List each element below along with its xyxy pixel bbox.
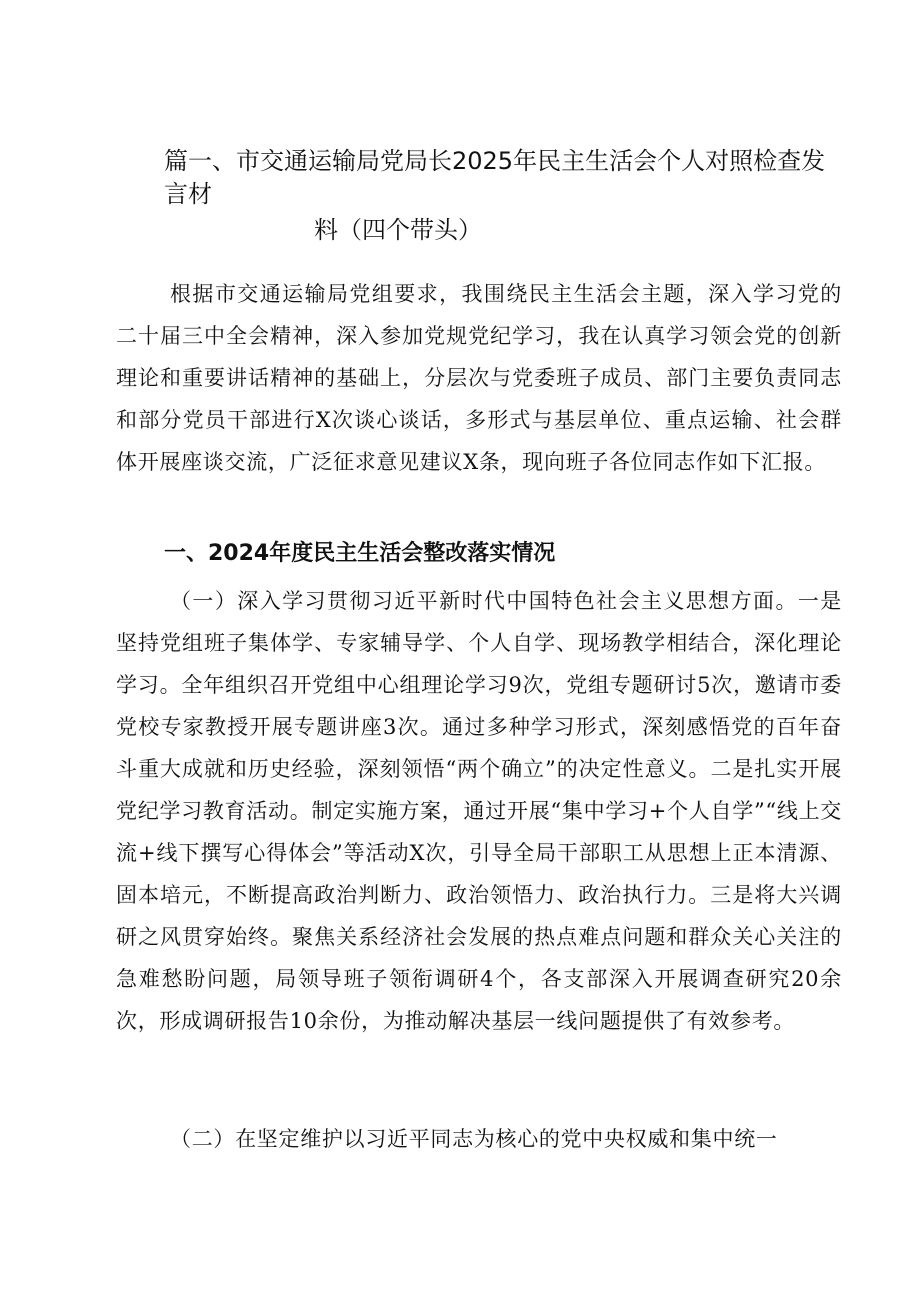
title-line-2: 料（四个带头） [314,216,482,244]
intro-paragraph: 根据市交通运输局党组要求，我围绕民主生活会主题，深入学习党的二十届三中全会精神，深入参加党规党纪学习，我在认真学习领会党的创新理论和重要讲话精神的基础上，分层次与党委班子成员、部门主要负责同志和部分党员干部进行X次谈心谈话，多形式与基层单位、重点运输、社会群体开展座谈交流，广泛征求意见建议X条，现向班子各位同志作如下汇报。 [116,282,842,474]
document-title [164,145,844,247]
section-1-paragraph-1: （一）深入学习贯彻习近平新时代中国特色社会主义思想方面。一是坚持党组班子集体学、专家辅导学、个人自学、现场教学相结合，深化理论学习。全年组织召开党组中心组理论学习9次，党组专题研讨5次，邀请市委党校专家教授开展专题讲座3次。通过多种学习形式，深刻感悟党的百年奋斗重大成就和历史经验，深刻领悟“两个确立”的决定性意义。二是扎实开展党纪学习教育活动。制定实施方案，通过开展“集中学习+个人自学”“线上交流+线下撰写心得体会”等活动X次，引导全局干部职工从思想上正本清源、固本培元，不断提高政治判断力、政治领悟力、政治执行力。三是将大兴调研之风贯穿始终。聚焦关系经济社会发展的热点难点问题和群众关心关注的急难愁盼问题，局领导班子领衔调研4个，各支部深入开展调查研究20余次，形成调研报告10余份，为推动解决基层一线问题提供了有效参考。 [116,589,842,1033]
section-heading-1: 一、2024年度民主生活会整改落实情况 [164,541,556,566]
section-1-paragraph-2: （二）在坚定维护以习近平同志为核心的党中央权威和集中统一 [170,1127,778,1151]
title-line-1: 篇一、市交通运输局党局长2025年民主生活会个人对照检查发言材 [164,147,826,208]
